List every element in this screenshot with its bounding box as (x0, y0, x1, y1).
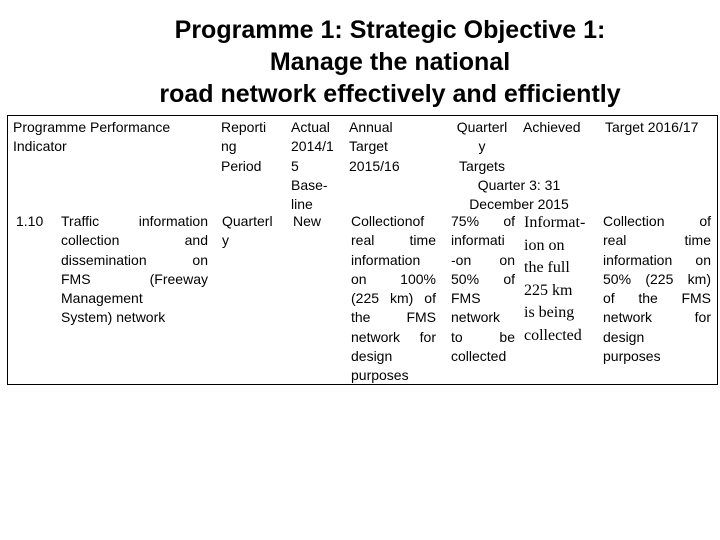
title-line: road network effectively and efficiently (159, 80, 621, 108)
title-line: Manage the national (269, 48, 511, 76)
performance-table (7, 115, 718, 385)
row-indicator: Traffic information collection and dissemination on FMS (Freeway Management System) network (61, 213, 208, 326)
row-actual-baseline: New (293, 213, 322, 229)
header-indicator: Programme Performance Indicator (13, 119, 171, 155)
header-target-2016-17: Target 2016/17 (605, 119, 699, 135)
header-actual-baseline: Actual 2014/1 5 Base- line (291, 119, 334, 213)
row-quarterly-target: 75% of informati -on on 50% of FMS network to be collected (451, 213, 515, 365)
header-reporting-period: Reporti ng Period (221, 119, 267, 174)
header-quarter-date: Quarter 3: 31 December 2015 (469, 177, 569, 213)
header-annual-target: Annual Target 2015/16 (349, 119, 400, 174)
header-quarterly-targets: Quarterl y Targets (456, 119, 508, 174)
row-achieved: Informat- ion on the full 225 km is being collected (524, 214, 586, 344)
row-number: 1.10 (16, 213, 44, 229)
row-reporting-period: Quarterl y (222, 213, 273, 249)
header-achieved: Achieved (523, 119, 581, 135)
title-line: Programme 1: Strategic Objective 1: (174, 16, 606, 44)
row-target-2016-17: Collection of real time information on 50% (225 km) of the FMS network for design purposes (603, 213, 711, 365)
row-annual-target: Collectionof real time information on 100% (225 km) of the FMS network for design purposes (351, 213, 436, 384)
slide-title (95, 14, 685, 110)
